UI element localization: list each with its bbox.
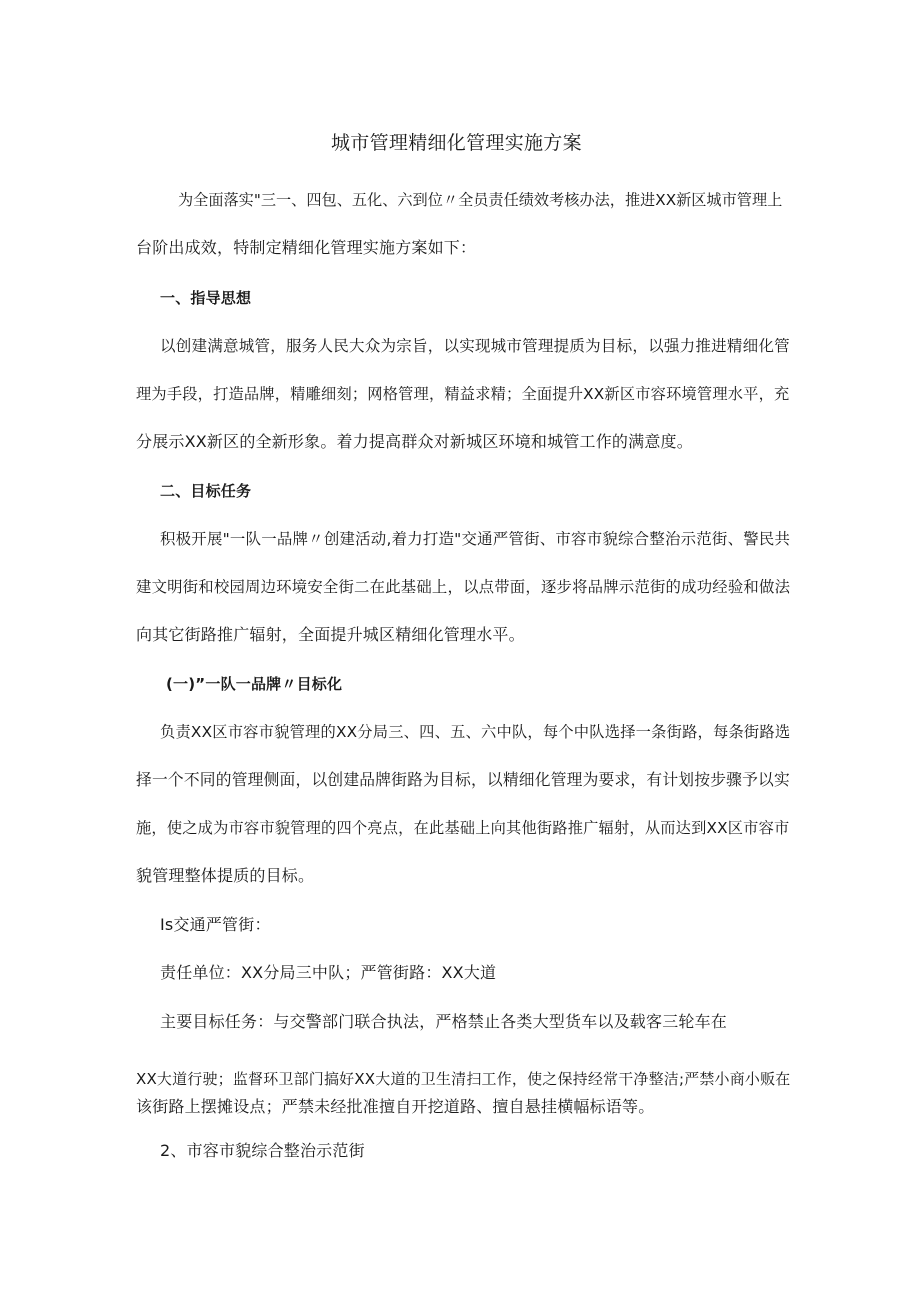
subsection-1-line: 施，使之成为市容市貌管理的四个亮点，在此基础上向其他街路推广辐射，从而达到XX区市容市 bbox=[136, 819, 790, 837]
section-1-heading: 一、指导思想 bbox=[160, 289, 252, 307]
item-1-responsibility: 责任单位：XX分局三中队；严管街路：XX大道 bbox=[160, 963, 497, 982]
item-1-task-line: 该街路上摆摊设点；严禁未经批准擅自开挖道路、擅自悬挂横幅标语等。 bbox=[136, 1097, 655, 1116]
section-2-line: 向其它街路推广辐射，全面提升城区精细化管理水平。 bbox=[136, 625, 525, 644]
subsection-1-heading: (一)”一队一品牌〃目标化 bbox=[166, 675, 343, 693]
intro-line-1: 为全面落实"三一、四包、五化、六到位〃全员责任绩效考核办法，推进XX新区城市管理上 bbox=[178, 191, 783, 209]
item-1-task-line: XX大道行驶；监督环卫部门搞好XX大道的卫生清扫工作，使之保持经常干净整洁;严禁小商小贩在 bbox=[136, 1070, 791, 1088]
section-2-line: 积极开展"一队一品牌〃创建活动,着力打造"交通严管街、市容市貌综合整治示范街、警民共 bbox=[160, 530, 791, 548]
section-2-line: 建文明街和校园周边环境安全街二在此基础上，以点带面，逐步将品牌示范街的成功经验和做法 bbox=[136, 578, 791, 596]
section-1-line: 理为手段，打造品牌，精雕细刻；网格管理，精益求精；全面提升XX新区市容环境管理水平，充 bbox=[136, 385, 790, 403]
item-2-label: 2、市容市貌综合整治示范街 bbox=[160, 1141, 365, 1160]
section-1-line: 以创建满意城管，服务人民大众为宗旨，以实现城市管理提质为目标，以强力推进精细化管 bbox=[160, 337, 790, 355]
section-2-heading: 二、目标任务 bbox=[160, 482, 252, 500]
item-1-task-line: 主要目标任务：与交警部门联合执法，严格禁止各类大型货车以及载客三轮车在 bbox=[160, 1012, 728, 1031]
intro-line-2: 台阶出成效，特制定精细化管理实施方案如下： bbox=[136, 238, 477, 257]
subsection-1-line: 择一个不同的管理侧面，以创建品牌街路为目标，以精细化管理为要求，有计划按步骤予以实 bbox=[136, 770, 790, 789]
section-1-line: 分展示XX新区的全新形象。着力提高群众对新城区环境和城管工作的满意度。 bbox=[136, 432, 693, 451]
item-1-label: Is交通严管街： bbox=[160, 915, 271, 934]
subsection-1-line: 貌管理整体提质的目标。 bbox=[136, 866, 315, 885]
document-title: 城市管理精细化管理实施方案 bbox=[331, 132, 582, 154]
subsection-1-line: 负责XX区市容市貌管理的XX分局三、四、五、六中队，每个中队选择一条街路，每条街路选 bbox=[160, 723, 791, 741]
